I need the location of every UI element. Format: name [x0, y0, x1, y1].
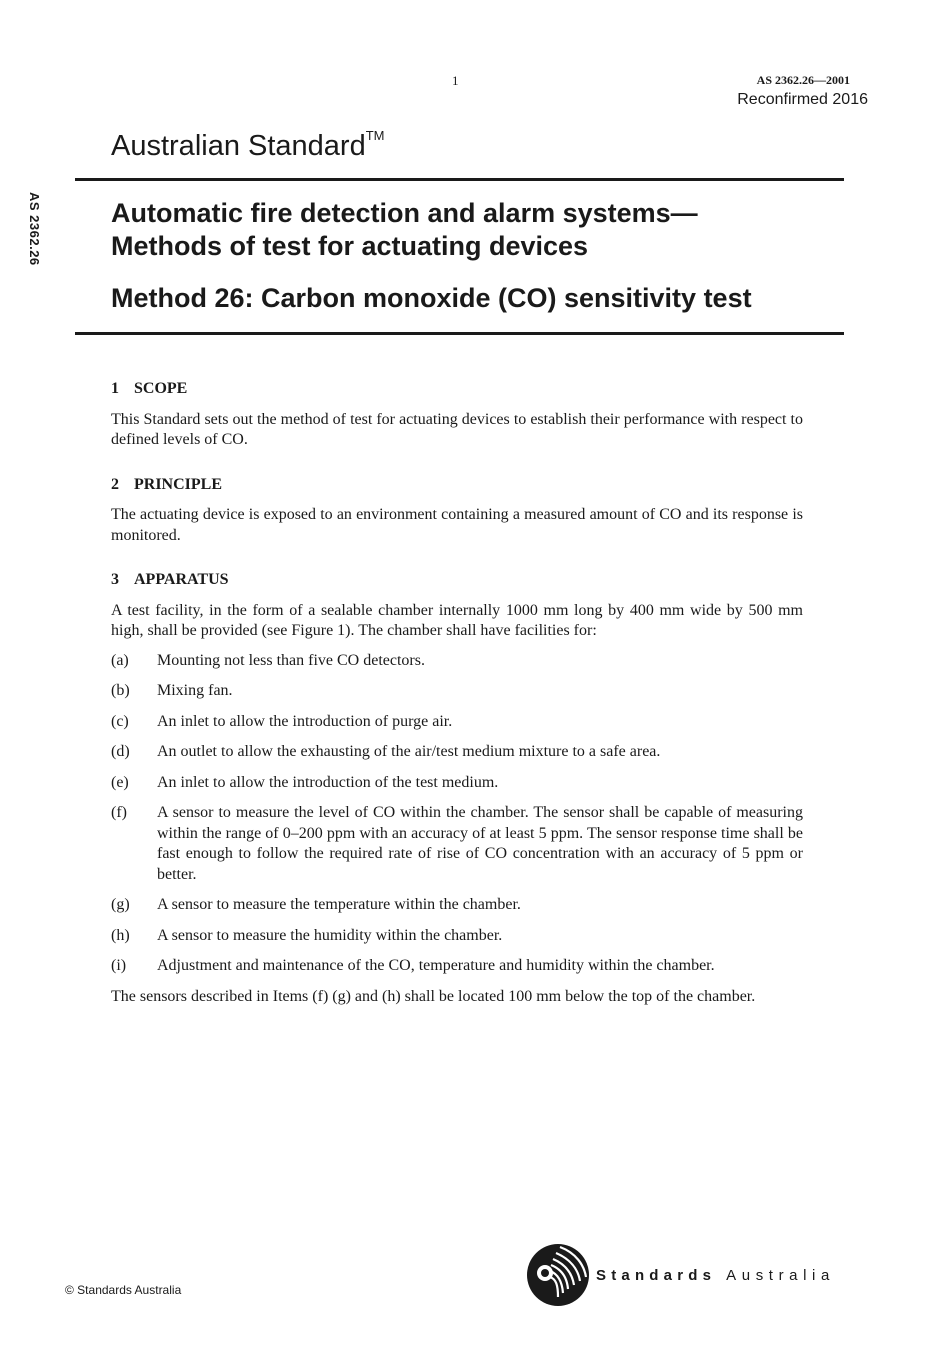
page-number: 1 — [452, 73, 459, 88]
list-item-text: Mounting not less than five CO detectors. — [157, 651, 425, 669]
list-item-label: (d) — [111, 743, 130, 760]
side-standard-code: AS 2362.26 — [27, 192, 42, 266]
title-line-1: Automatic fire detection and alarm systems— — [111, 198, 698, 228]
section-heading-scope — [111, 379, 803, 400]
section-title: APPARATUS — [134, 571, 229, 588]
list-item-label: (g) — [111, 896, 130, 913]
section-heading-apparatus — [111, 570, 803, 591]
list-item-label: (h) — [111, 926, 130, 944]
list-item — [111, 712, 803, 733]
apparatus-intro: A test facility, in the form of a sealable chamber internally 1000 mm long by 400 mm wide by 500 mm high, shall be provided (see Figure 1). The chamber shall have facilities for: — [111, 601, 803, 639]
list-item-label: (b) — [111, 682, 130, 699]
apparatus-closing: The sensors described in Items (f) (g) and (h) shall be located 100 mm below the top of the chamber. — [111, 987, 756, 1005]
list-item-label: (c) — [111, 712, 129, 730]
section-heading-principle — [111, 475, 803, 496]
list-item-text: A sensor to measure the temperature within the chamber. — [157, 896, 521, 913]
logo-word-australia: Australia — [726, 1267, 835, 1284]
reconfirmed-note: Reconfirmed 2016 — [737, 91, 868, 108]
list-item-label: (e) — [111, 773, 129, 791]
title-line-2: Methods of test for actuating devices — [111, 231, 589, 261]
list-item — [111, 895, 803, 916]
section-number: 2 — [111, 475, 119, 493]
list-item-label: (i) — [111, 957, 127, 974]
list-item — [111, 926, 803, 947]
scope-paragraph: This Standard sets out the method of test for actuating devices to establish their performance with respect to defined levels of CO. — [111, 410, 803, 448]
list-item — [111, 803, 803, 885]
trademark-mark: TM — [365, 128, 385, 143]
logo-word-standards: Standards — [596, 1267, 717, 1284]
list-item-text: An inlet to allow the introduction of purge air. — [157, 712, 453, 730]
standard-number: AS 2362.26—2001 — [756, 73, 850, 87]
top-rule — [75, 178, 844, 181]
brand-name: Australian Standard — [111, 130, 366, 162]
list-item-text: A sensor to measure the level of CO within the chamber. The sensor shall be capable of measuring within the range of 0–200 ppm with an accuracy of at least 5 ppm. The sensor response time shall be fast enough to follow the required rate of rise of CO concentration with an accuracy of 5 ppm or better. — [157, 804, 803, 883]
section-number: 1 — [111, 380, 119, 397]
list-item — [111, 956, 803, 977]
list-item-text: A sensor to measure the humidity within the chamber. — [157, 926, 503, 944]
bottom-rule — [75, 332, 844, 335]
document-body — [111, 379, 803, 1019]
section-number: 3 — [111, 571, 119, 588]
list-item — [111, 651, 803, 672]
brand-heading — [111, 130, 385, 163]
list-item-text: Adjustment and maintenance of the CO, temperature and humidity within the chamber. — [157, 957, 715, 974]
list-item-text: An inlet to allow the introduction of the test medium. — [157, 773, 499, 791]
list-item-text: Mixing fan. — [157, 682, 233, 699]
copyright-notice: © Standards Australia — [65, 1283, 182, 1297]
document-title — [111, 197, 698, 263]
list-item — [111, 742, 803, 763]
method-title: Method 26: Carbon monoxide (CO) sensitivity test — [111, 283, 752, 313]
list-item — [111, 773, 803, 794]
section-title: SCOPE — [134, 380, 188, 397]
list-item-text: An outlet to allow the exhausting of the air/test medium mixture to a safe area. — [157, 743, 661, 760]
list-item-label: (a) — [111, 651, 129, 669]
standards-australia-logo-icon — [526, 1243, 590, 1307]
list-item — [111, 681, 803, 702]
list-item-label: (f) — [111, 804, 127, 821]
principle-paragraph: The actuating device is exposed to an environment containing a measured amount of CO and its response is monitored. — [111, 506, 803, 544]
section-title: PRINCIPLE — [134, 475, 223, 493]
logo-wordmark — [596, 1267, 835, 1284]
